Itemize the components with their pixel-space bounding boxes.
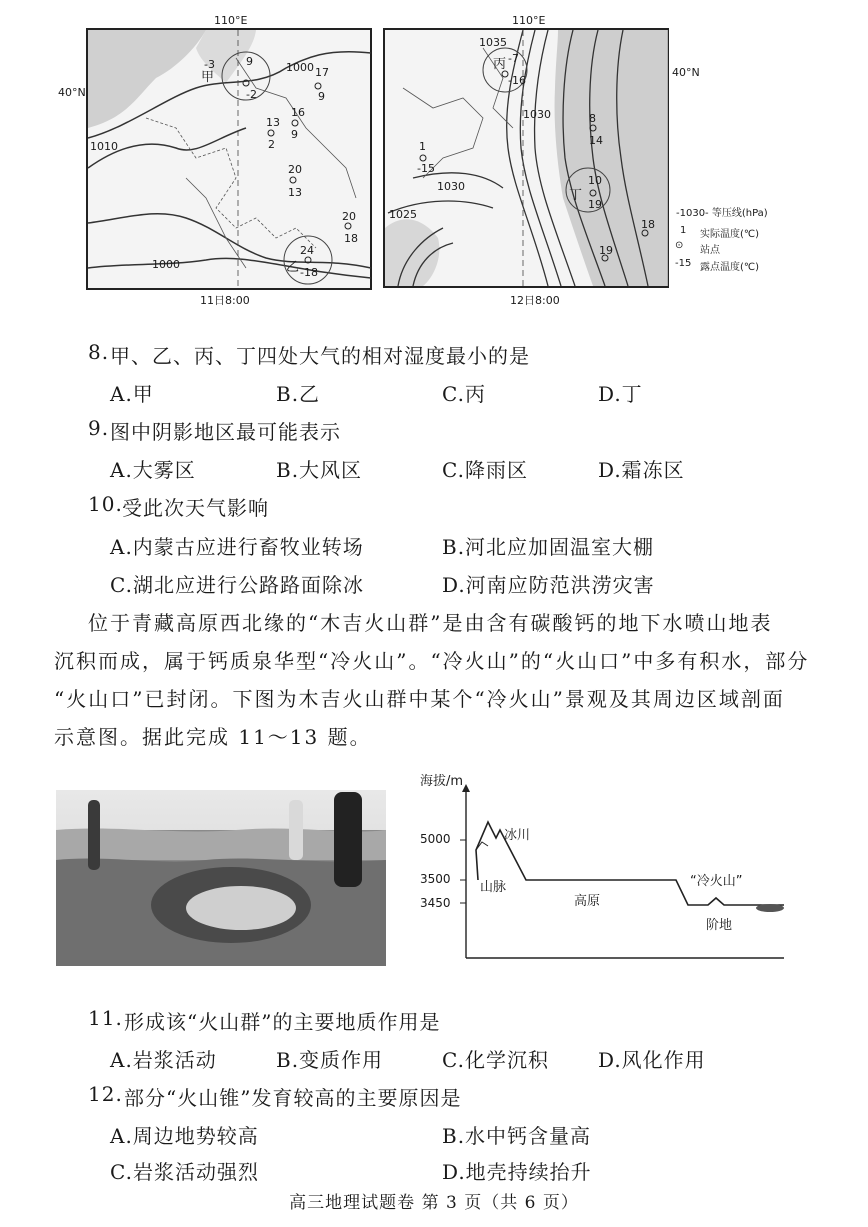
- cold-volcano-photo-image: [56, 790, 386, 966]
- station-bing-dew: -16: [508, 74, 526, 87]
- weather-map-2-graphic: [383, 28, 669, 288]
- legend-temp-value: 1: [680, 225, 687, 236]
- option-c: C.岩浆活动强烈: [110, 1160, 259, 1184]
- station-ding-temp: 10: [588, 174, 602, 187]
- station-dew: 18: [344, 232, 358, 245]
- label-mountain: 山脉: [480, 880, 507, 895]
- label-terrace: 阶地: [706, 918, 733, 933]
- question-number: 9.: [88, 416, 110, 440]
- option-c: C.降雨区: [442, 458, 528, 482]
- station-temp: 18: [641, 218, 655, 231]
- question-stem: 形成该“火山群”的主要地质作用是: [124, 1010, 441, 1034]
- option-b: B.河北应加固温室大棚: [442, 535, 655, 559]
- passage-line: “火山口”已封闭。下图为木吉火山群中某个“冷火山”景观及其周边区域剖面: [54, 687, 785, 711]
- station-temp: 17: [315, 66, 329, 79]
- station-jia-label: 甲: [201, 70, 215, 85]
- map2-isobar-label-1030: 1030: [437, 180, 465, 193]
- station-dew: 2: [268, 138, 275, 151]
- question-number: 12.: [88, 1082, 123, 1106]
- option-d: D.丁: [598, 382, 643, 406]
- passage-line: 位于青藏高原西北缘的“木吉火山群”是由含有碳酸钙的地下水喷山地表: [88, 611, 773, 635]
- station-ding-label: 丁: [569, 188, 583, 203]
- profile-tick-3500: 3500: [420, 872, 451, 886]
- question-stem: 部分“火山锥”发育较高的主要原因是: [124, 1086, 462, 1110]
- station-temp: 16: [291, 106, 305, 119]
- legend-dew-value: -15: [675, 258, 692, 269]
- station-temp: 20: [288, 163, 302, 176]
- option-a: A.周边地势较高: [110, 1124, 259, 1148]
- station-temp: 20: [342, 210, 356, 223]
- question-number: 11.: [88, 1006, 123, 1030]
- profile-tick-3450: 3450: [420, 896, 451, 910]
- option-b: B.水中钙含量高: [442, 1124, 592, 1148]
- passage-line: 沉积而成，属于钙质泉华型“冷火山”。“冷火山”的“火山口”中多有积水，部分: [54, 649, 810, 673]
- cold-volcano-photo: [56, 790, 386, 966]
- map1-time-label: 11日8:00: [200, 294, 250, 307]
- station-dew: 13: [288, 186, 302, 199]
- terrain-profile-diagram: [408, 770, 788, 970]
- map1-isobar-label-1000-top: 1000: [286, 61, 314, 74]
- legend-dew-text: 露点温度(℃): [700, 262, 760, 273]
- station-jia-dew: -2: [246, 88, 257, 101]
- station-bing-temp: -7: [508, 52, 519, 65]
- option-a: A.甲: [110, 382, 154, 406]
- label-glacier: 冰川: [504, 828, 531, 843]
- question-stem: 受此次天气影响: [122, 496, 269, 520]
- map2-longitude-label: 110°E: [512, 14, 546, 27]
- option-d: D.地壳持续抬升: [442, 1160, 592, 1184]
- station-dew: 9: [318, 90, 325, 103]
- station-dew: 9: [291, 128, 298, 141]
- option-b: B.变质作用: [276, 1048, 384, 1072]
- question-number: 10.: [88, 492, 123, 516]
- map1-isobar-label-1010: 1010: [90, 140, 118, 153]
- map2-isobar-label-1030-top: 1030: [523, 108, 551, 121]
- profile-y-axis-label: 海拔/m: [420, 774, 464, 789]
- station-dew: -15: [417, 162, 435, 175]
- legend-temp-text: 实际温度(℃): [700, 229, 760, 240]
- option-c: C.化学沉积: [442, 1048, 549, 1072]
- passage-line: 示意图。据此完成 11～13 题。: [54, 725, 372, 749]
- legend-isobar: -1030- 等压线(hPa): [676, 208, 768, 219]
- map2-latitude-label: 40°N: [672, 66, 700, 79]
- option-c: C.丙: [442, 382, 486, 406]
- option-b: B.乙: [276, 382, 321, 406]
- station-temp: 13: [266, 116, 280, 129]
- station-yi-label: 乙: [286, 260, 300, 275]
- station-yi-temp: 24: [300, 244, 314, 257]
- option-b: B.大风区: [276, 458, 363, 482]
- question-stem: 甲、乙、丙、丁四处大气的相对湿度最小的是: [110, 344, 530, 368]
- station-jia-temp: 9: [246, 55, 253, 68]
- map2-time-label: 12日8:00: [510, 294, 560, 307]
- legend-station-text: 站点: [700, 245, 720, 256]
- option-d: D.霜冻区: [598, 458, 685, 482]
- option-d: D.河南应防范洪涝灾害: [442, 573, 655, 597]
- profile-tick-5000: 5000: [420, 832, 451, 846]
- station-yi-dew: -18: [300, 266, 318, 279]
- map1-latitude-label: 40°N: [58, 86, 86, 99]
- station-temp: 1: [419, 140, 426, 153]
- station-temp: 8: [589, 112, 596, 125]
- map1-isobar-label-1000-bottom: 1000: [152, 258, 180, 271]
- label-plateau: 高原: [574, 894, 601, 909]
- station-temp: 19: [599, 244, 613, 257]
- station-bing-label: 丙: [493, 57, 507, 72]
- option-d: D.风化作用: [598, 1048, 706, 1072]
- option-a: A.大雾区: [110, 458, 196, 482]
- station-ding-dew: 19: [588, 198, 602, 211]
- weather-map-1: [86, 28, 372, 290]
- option-a: A.内蒙古应进行畜牧业转场: [110, 535, 364, 559]
- label-cold-volcano: “冷火山”: [690, 874, 743, 889]
- page-footer: 高三地理试题卷 第 3 页（共 6 页）: [289, 1193, 579, 1213]
- question-number: 8.: [88, 340, 110, 364]
- station-dew: 14: [589, 134, 603, 147]
- option-c: C.湖北应进行公路路面除冰: [110, 573, 364, 597]
- weather-map-1-graphic: [86, 28, 372, 290]
- map2-isobar-label-1035: 1035: [479, 36, 507, 49]
- weather-map-2: [383, 28, 669, 288]
- map2-isobar-label-1025: 1025: [389, 208, 417, 221]
- map1-longitude-label: 110°E: [214, 14, 248, 27]
- option-a: A.岩浆活动: [110, 1048, 217, 1072]
- map1-extra-value: -3: [204, 58, 215, 71]
- question-stem: 图中阴影地区最可能表示: [110, 420, 341, 444]
- station-marker-icon: ⊙: [675, 240, 684, 251]
